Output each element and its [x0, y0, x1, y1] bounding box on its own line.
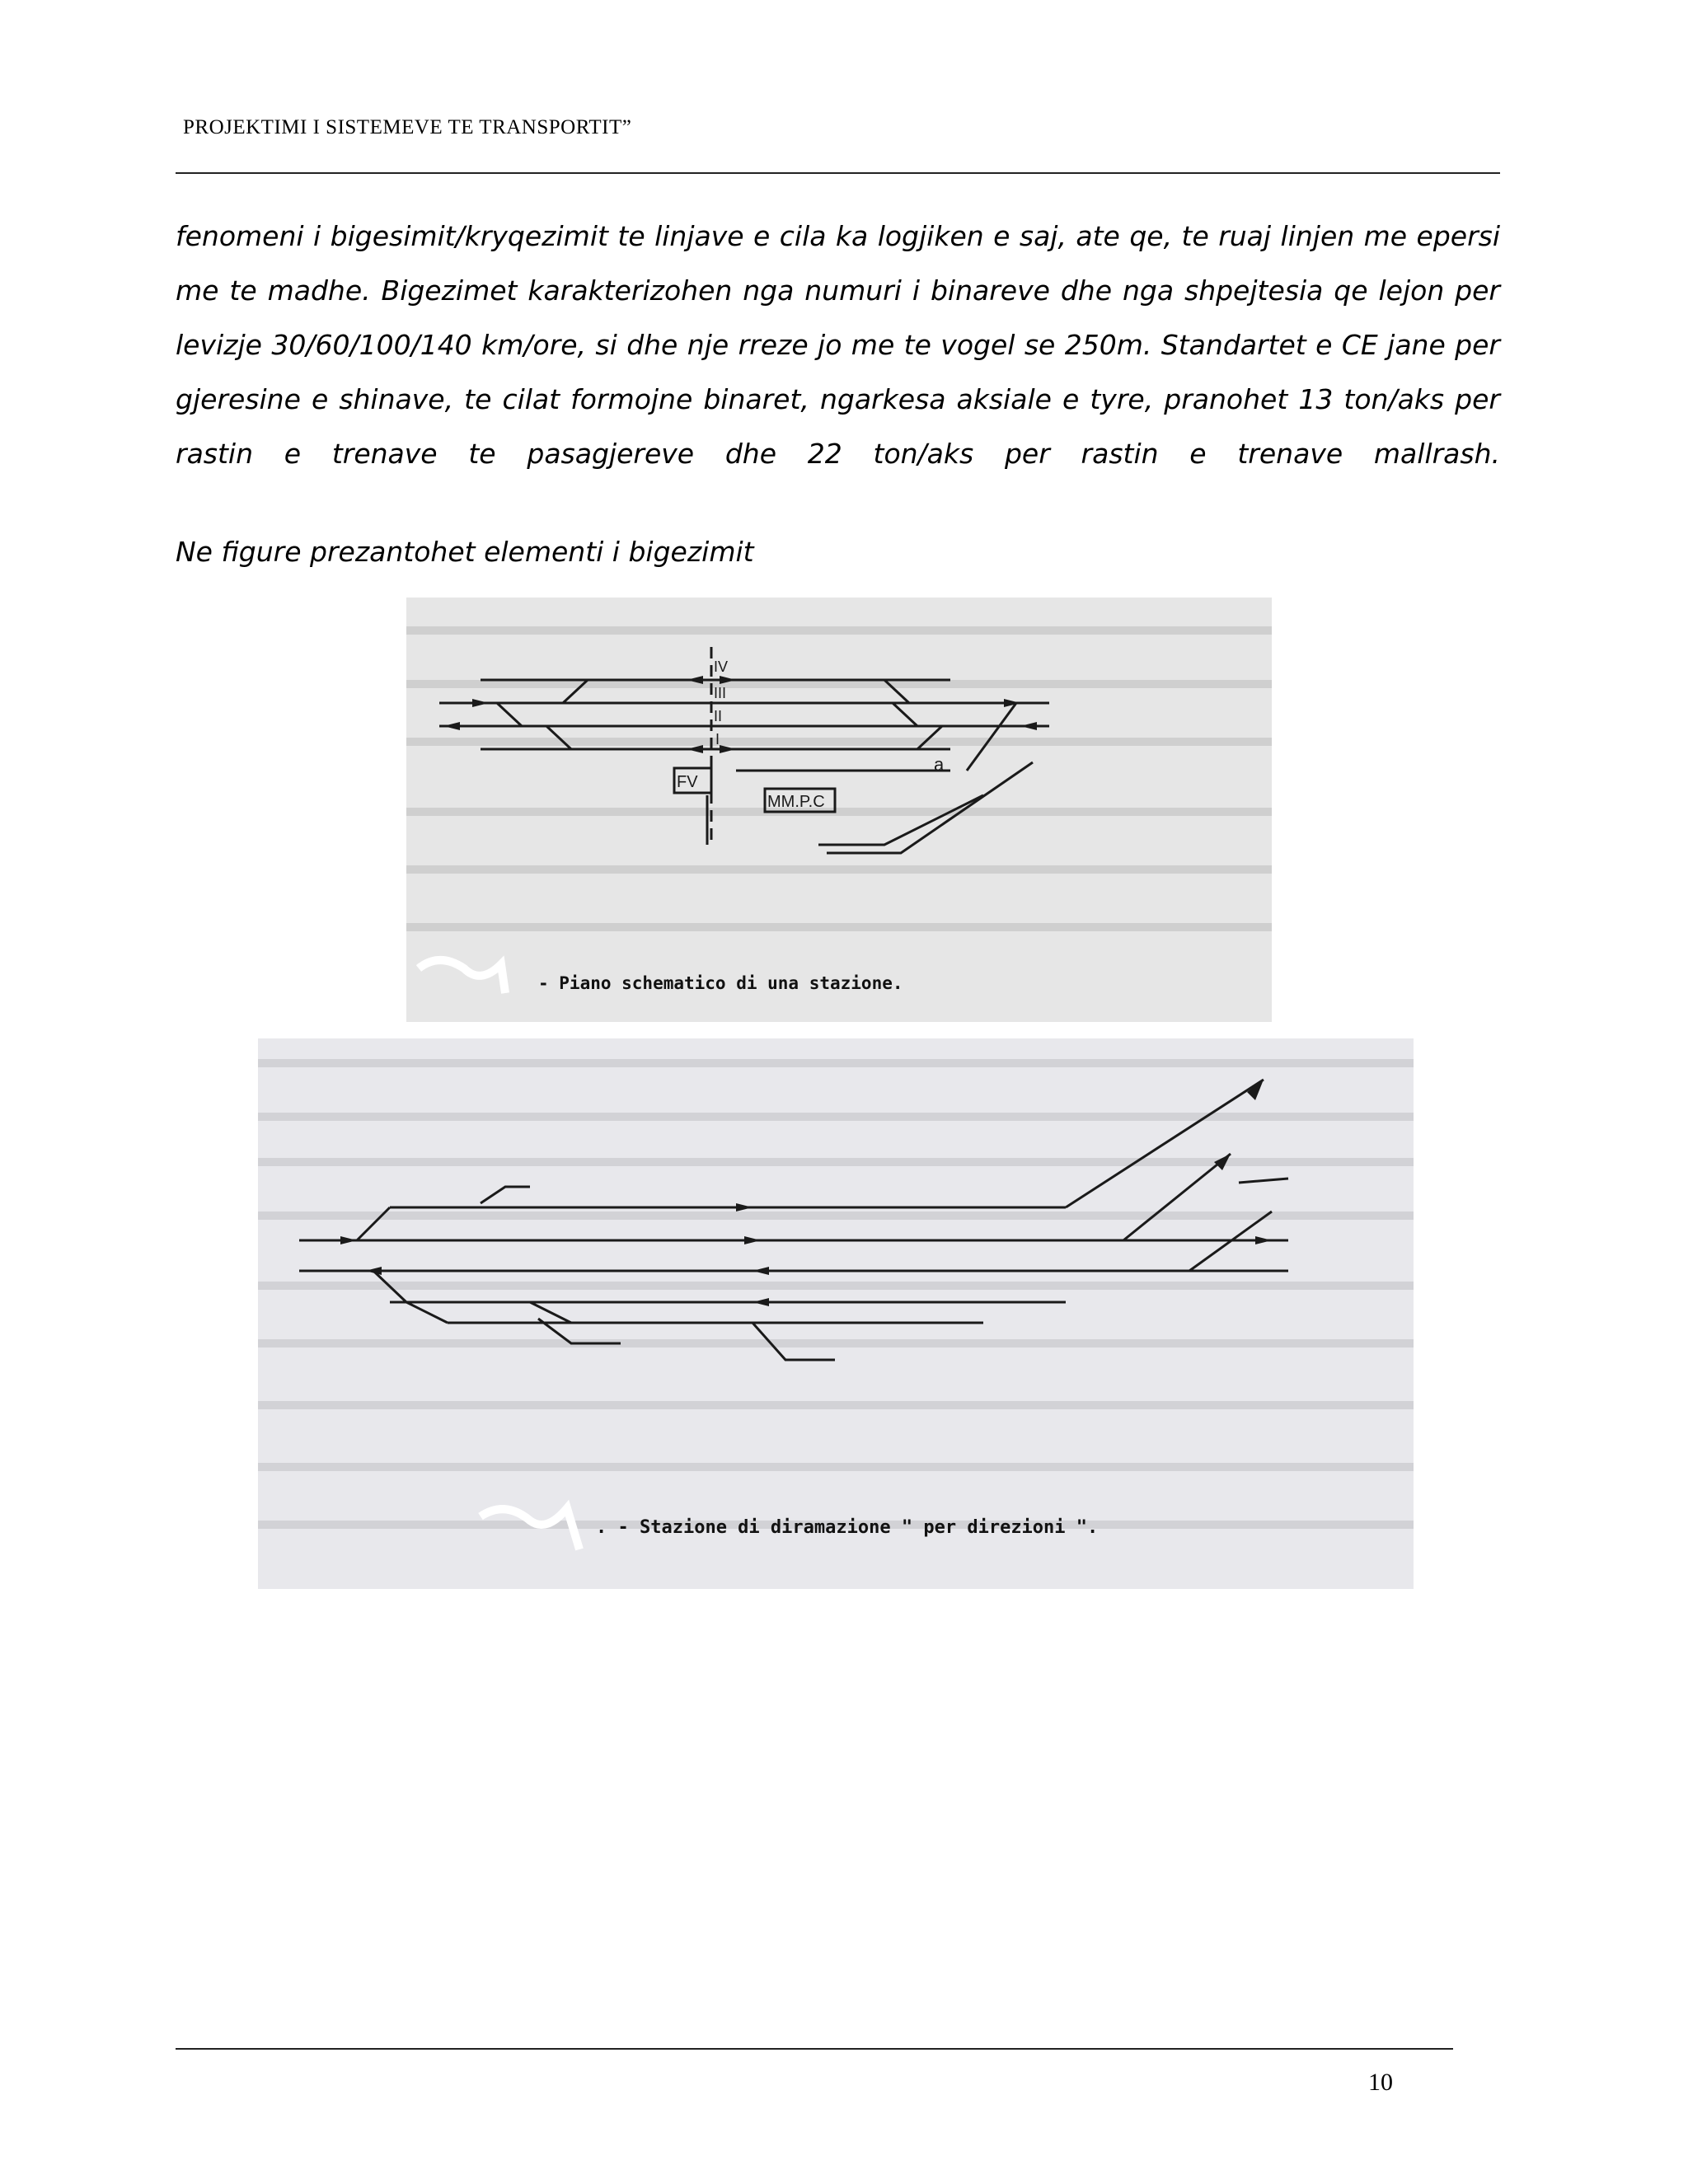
track-label-a: a [934, 754, 945, 775]
track-label-iv: IV [714, 658, 729, 675]
body-paragraph [176, 209, 1500, 481]
building-label-fv: FV [677, 773, 698, 791]
figure-junction-station [258, 1038, 1414, 1589]
junction-station-diagram [258, 1038, 1414, 1589]
page-number: 10 [1368, 2069, 1393, 2096]
track-label-ii: II [714, 708, 723, 724]
document-header: PROJEKTIMI I SISTEMEVE TE TRANSPORTIT” [183, 116, 632, 138]
paragraph-text: fenomeni i bigesimit/kryqezimit te linjave e cila ka logjiken e saj, ate qe, te ruaj linjen me epersi me te madhe. Bigezimet karakterizohen nga numuri i binareve dhe nga shpejtesia qe lejon per levizje 30/60/100/140 km/ore, si dhe nje rreze jo me te vogel se 250m. Standartet e CE jane per gjeresine e shinave, te cilat formojne binaret, ngarkesa aksiale e tyre, pranohet 13 ton/aks per rastin e trenave te pasagjereve dhe 22 ton/aks per rastin e trenave mallrash. [176, 220, 1500, 470]
figure2-caption: . - Stazione di diramazione " per direzioni ". [596, 1517, 1099, 1538]
track-label-iii: III [714, 685, 727, 701]
footer-rule [176, 2048, 1453, 2050]
figure-intro-text: Ne figure prezantohet elementi i bigezimit [176, 536, 754, 568]
building-label-mmpc: MM.P.C [767, 793, 825, 811]
figure-station-schematic [406, 598, 1272, 1022]
track-label-i: I [715, 731, 720, 748]
header-rule [176, 172, 1500, 174]
station-schematic-diagram [406, 598, 1272, 1022]
figure1-caption: - Piano schematico di una stazione. [538, 973, 903, 993]
